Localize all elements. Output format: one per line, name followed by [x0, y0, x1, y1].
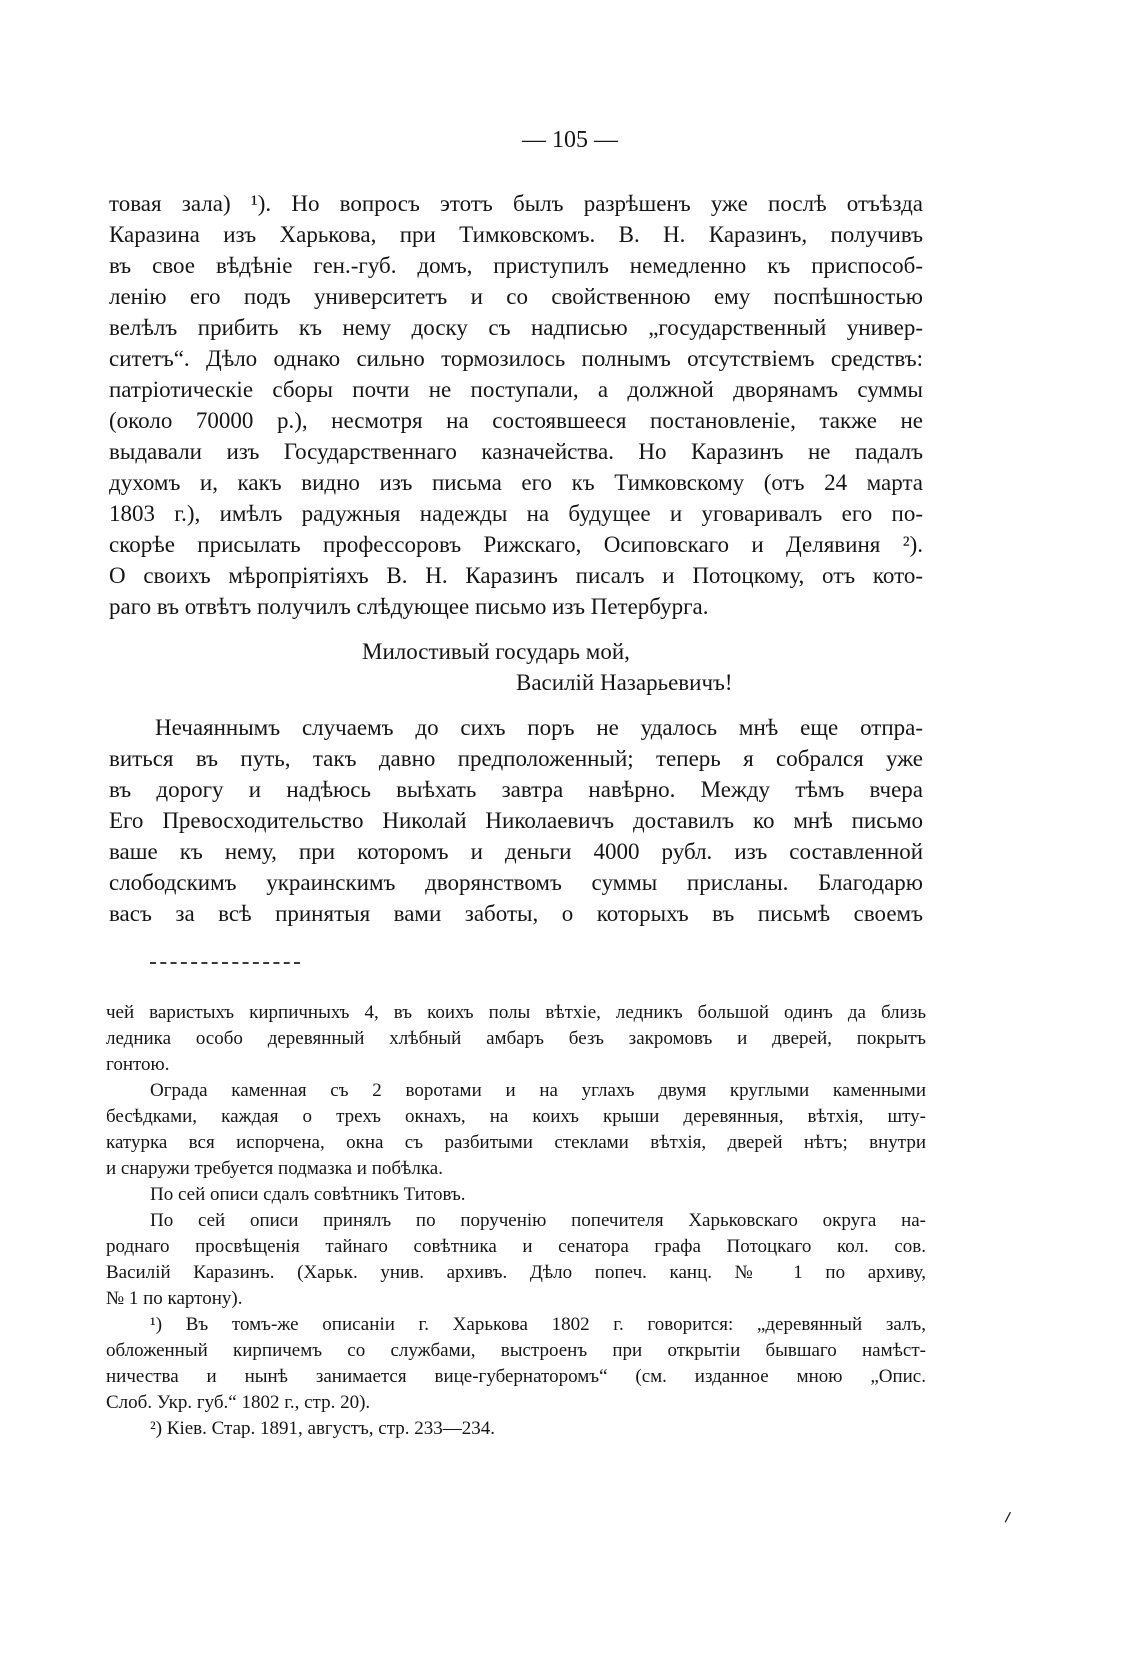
note-line: и снаружи требуется подмазка и побѣлка.	[106, 1158, 443, 1179]
letter-line: виться въ путь, такъ давно предположенный; теперь я собрался уже	[109, 746, 923, 771]
note-line: ничества и нынѣ занимается вице-губернаторомъ“ (см. изданное мною „Опис.	[106, 1366, 926, 1387]
footnote-separator	[150, 962, 300, 964]
letter-line: Его Превосходительство Николай Николаевичъ доставилъ ко мнѣ письмо	[109, 808, 923, 833]
letter-line: слободскимъ украинскимъ дворянствомъ суммы присланы. Благодарю	[109, 870, 923, 895]
note-line: № 1 по картону).	[106, 1288, 243, 1309]
main-line: въ свое вѣдѣніе ген.-губ. домъ, приступилъ немедленно къ приспособ-	[109, 253, 923, 278]
note-line: роднаго просвѣщенія тайнаго совѣтника и сенатора графа Потоцкаго кол. сов.	[106, 1236, 926, 1257]
note-line: катурка вся испорчена, окна съ разбитыми стеклами вѣтхія, дверей нѣтъ; внутри	[106, 1132, 926, 1153]
main-line: выдавали изъ Государственнаго казначейства. Но Каразинъ не падалъ	[109, 439, 923, 464]
main-line: велѣлъ прибить къ нему доску съ надписью „государственный универ-	[109, 315, 923, 340]
note-line: Василій Каразинъ. (Харьк. унив. архивъ. Дѣло попеч. канц. № 1 по архиву,	[106, 1262, 926, 1283]
letter-salutation: Милостивый государь мой,	[362, 639, 630, 664]
main-line: товая зала) ¹). Но вопросъ этотъ былъ разрѣшенъ уже послѣ отъѣзда	[109, 191, 923, 216]
note-line: гонтою.	[106, 1054, 170, 1075]
footnote-2: ²) Кіев. Стар. 1891, августъ, стр. 233—234.	[150, 1418, 495, 1439]
main-line: патріотическіе сборы почти не поступали, а должной дворянамъ суммы	[109, 377, 923, 402]
main-line: ситетъ“. Дѣло однако сильно тормозилось полнымъ отсутствіемъ средствъ:	[109, 346, 923, 371]
note-line: бесѣдками, каждая о трехъ окнахъ, на коихъ крыши деревянныя, вѣтхія, шту-	[106, 1106, 926, 1127]
main-line: ленію его подъ университетъ и со свойственною ему поспѣшностью	[109, 284, 923, 309]
page-number: — 105 —	[522, 127, 618, 153]
note-line: ледника особо деревянный хлѣбный амбаръ безъ закромовъ и дверей, покрытъ	[106, 1028, 926, 1049]
main-line: раго въ отвѣтъ получилъ слѣдующее письмо изъ Петербурга.	[109, 594, 709, 619]
letter-line: васъ за всѣ принятыя вами заботы, о которыхъ въ письмѣ своемъ	[109, 901, 923, 926]
footnote-1: ¹) Въ томъ-же описаніи г. Харькова 1802 г. говорится: „деревянный залъ,	[150, 1314, 926, 1335]
note-line: обложенный кирпичемъ со службами, выстроенъ при открытіи бывшаго намѣст-	[106, 1340, 926, 1361]
letter-line: въ дорогу и надѣюсь выѣхать завтра навѣрно. Между тѣмъ вчера	[109, 777, 923, 802]
main-line: О своихъ мѣропріятіяхъ В. Н. Каразинъ писалъ и Потоцкому, отъ кото-	[109, 563, 923, 588]
note-line: чей варистыхъ кирпичныхъ 4, въ коихъ полы вѣтхіе, ледникъ большой одинъ да близь	[106, 1002, 926, 1023]
letter-addressee: Василій Назарьевичъ!	[516, 670, 733, 695]
main-line: Каразина изъ Харькова, при Тимковскомъ. В. Н. Каразинъ, получивъ	[109, 222, 923, 247]
letter-text	[109, 712, 923, 929]
letter-line: ваше къ нему, при которомъ и деньги 4000 рубл. изъ составленной	[109, 839, 923, 864]
footnotes	[106, 1000, 926, 1442]
note-line: По сей описи принялъ по порученію попечителя Харьковскаго округа на-	[150, 1210, 926, 1231]
scan-mark-icon: ⸝	[996, 1498, 1017, 1528]
note-line: Слоб. Укр. губ.“ 1802 г., стр. 20).	[106, 1392, 371, 1413]
main-line: скорѣе присылать профессоровъ Рижскаго, Осиповскаго и Делявиня ²).	[109, 532, 923, 557]
letter-line: Нечаяннымъ случаемъ до сихъ поръ не удалось мнѣ еще отпра-	[155, 715, 923, 740]
main-text	[109, 188, 923, 622]
main-line: (около 70000 р.), несмотря на состоявшееся постановленіе, также не	[109, 408, 923, 433]
note-line: Ограда каменная съ 2 воротами и на углахъ двумя круглыми каменными	[150, 1080, 926, 1101]
note-line: По сей описи сдалъ совѣтникъ Титовъ.	[150, 1184, 466, 1205]
main-line: духомъ и, какъ видно изъ письма его къ Тимковскому (отъ 24 марта	[109, 470, 923, 495]
main-line: 1803 г.), имѣлъ радужныя надежды на будущее и уговаривалъ его по-	[109, 501, 923, 526]
